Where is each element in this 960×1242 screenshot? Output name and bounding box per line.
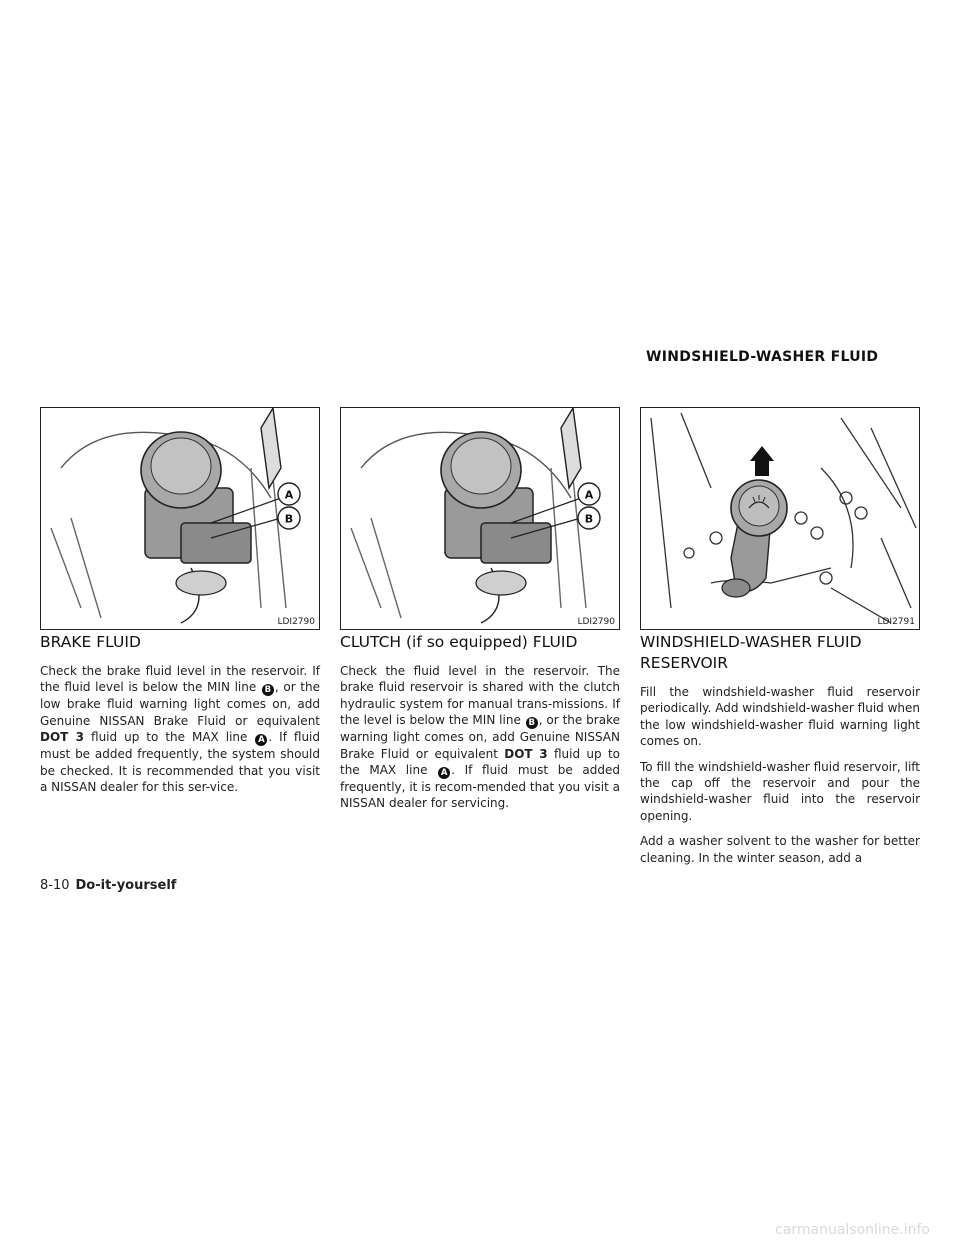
- figure-id: LDI2790: [277, 617, 315, 627]
- figure-id: LDI2790: [577, 617, 615, 627]
- chapter-title: Do-it-yourself: [75, 878, 177, 893]
- clutch-fluid-paragraph: Check the fluid level in the reservoir. The brake fluid reservoir is shared with the clutch hydraulic system for manual trans-missions. If the level is below the MIN line B , or the brake warning light comes on, add Genuine NISSAN Brake Fluid or equivalent DOT 3 fluid up to the MAX line A . If fluid must be added frequently, it is recom-mended that you visit a NISSAN dealer for servicing.: [340, 664, 621, 811]
- clutch-fluid-heading: CLUTCH (if so equipped) FLUID: [340, 633, 578, 651]
- clutch-reservoir-illustration: [341, 408, 620, 630]
- watermark: carmanualsonline.info: [775, 1222, 930, 1238]
- callout-b-icon: B: [526, 717, 538, 729]
- callout-a-icon: A: [255, 734, 267, 746]
- washer-reservoir-illustration: [641, 408, 920, 630]
- page-footer: [40, 878, 176, 893]
- brake-fluid-figure: [40, 407, 320, 630]
- section-heading: WINDSHIELD-WASHER FLUID: [646, 349, 879, 365]
- callout-b-icon: B: [262, 684, 274, 696]
- callout-a-label: A: [284, 488, 294, 502]
- brake-fluid-section: [40, 632, 320, 804]
- clutch-fluid-figure: [340, 407, 620, 630]
- page-number: 8-10: [40, 878, 70, 893]
- washer-paragraph-2: To fill the windshield-washer fluid reservoir, lift the cap off the reservoir and pour the windshield-washer fluid into the reservoir opening.: [640, 759, 920, 823]
- callout-b-label: B: [284, 512, 294, 526]
- callout-b-label: B: [584, 512, 594, 526]
- washer-reservoir-figure: [640, 407, 920, 630]
- brake-reservoir-illustration: [41, 408, 320, 630]
- brake-fluid-paragraph: Check the brake fluid level in the reservoir. If the fluid level is below the MIN line B , or the low brake fluid warning light comes on, add Genuine NISSAN Brake Fluid or equivalent DOT 3 fluid up to the MAX line A . If fluid must be added frequently, the system should be checked. It is recommended that you visit a NISSAN dealer for this ser-vice.: [40, 664, 321, 795]
- callout-a-icon: A: [438, 767, 450, 779]
- washer-fluid-heading: WINDSHIELD-WASHER FLUID RESERVOIR: [640, 633, 862, 672]
- washer-paragraph-1: Fill the windshield-washer fluid reservoir periodically. Add windshield-washer fluid when the low windshield-washer fluid warning light comes on.: [640, 685, 920, 749]
- brake-fluid-heading: BRAKE FLUID: [40, 633, 141, 651]
- washer-paragraph-3: Add a washer solvent to the washer for better cleaning. In the winter season, add a: [640, 834, 920, 865]
- figure-id: LDI2791: [877, 617, 915, 627]
- callout-a-label: A: [584, 488, 594, 502]
- clutch-fluid-section: [340, 632, 620, 821]
- washer-fluid-section: [640, 632, 920, 875]
